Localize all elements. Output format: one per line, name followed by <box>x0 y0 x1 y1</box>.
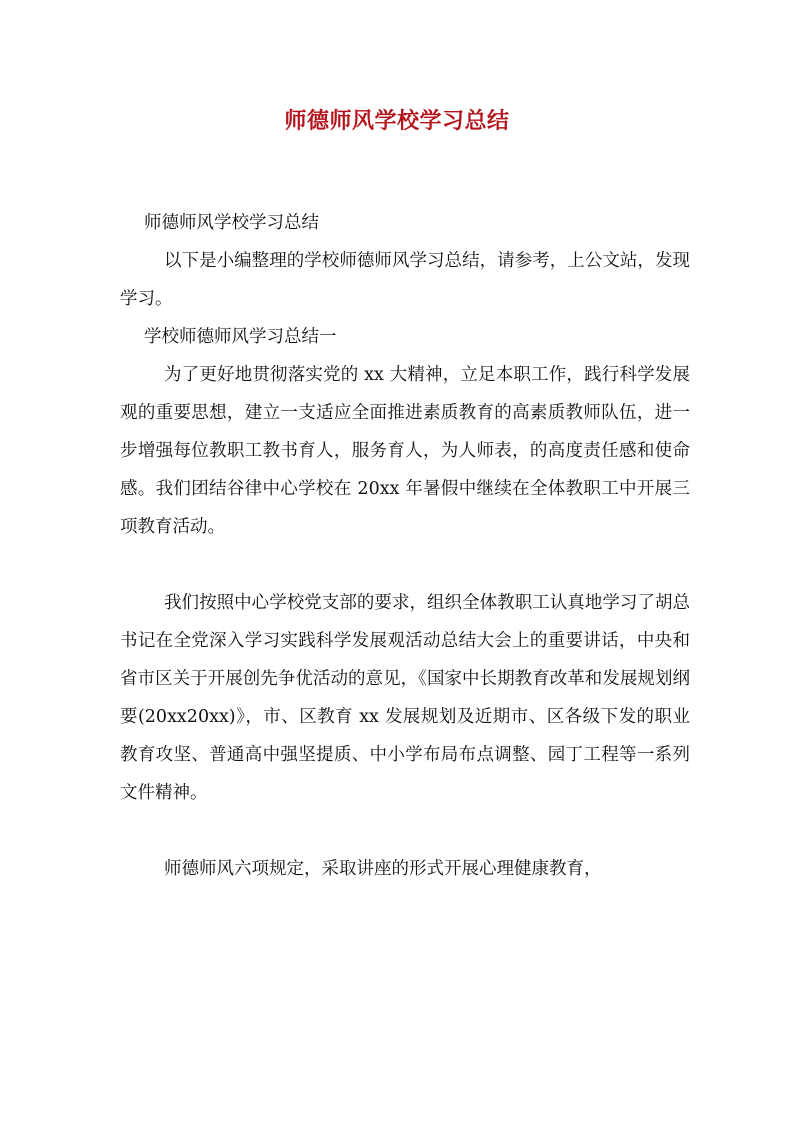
paragraph-gap <box>120 812 690 850</box>
paragraph-gap <box>120 546 690 584</box>
paragraph-3: 师德师风六项规定，采取讲座的形式开展心理健康教育， <box>164 859 602 879</box>
paragraph-2: 我们按照中心学校党支部的要求，组织全体教职工认真地学习了胡总书记在全党深入学习实践科学发展观活动总结大会上的重要讲话，中央和省市区关于开展创先争优活动的意见，《国家中长期教育改革和发展规划纲要(20xx20xx)》，市、区教育 xx 发展规划及近期市、区各级下发的职业教育攻坚、普通高中强坚提质、中小学布局布点调整、园丁工程等一系列文件精神。 <box>120 593 690 803</box>
section-heading: 学校师德师风学习总结一 <box>144 327 337 347</box>
document-heading: 师德师风学校学习总结 <box>144 213 319 233</box>
document-title: 师德师风学校学习总结 <box>284 108 510 134</box>
intro-paragraph: 以下是小编整理的学校师德师风学习总结，请参考，上公文站，发现学习。 <box>120 251 690 309</box>
document-body <box>120 204 690 888</box>
paragraph-1: 为了更好地贯彻落实党的 xx 大精神，立足本职工作，践行科学发展观的重要思想，建立一支适应全面推进素质教育的高素质教师队伍，进一步增强每位教职工教书育人，服务育人，为人师表，的高度责任感和使命感。我们团结谷律中心学校在 20xx 年暑假中继续在全体教职工中开展三项教育活动。 <box>120 365 690 537</box>
